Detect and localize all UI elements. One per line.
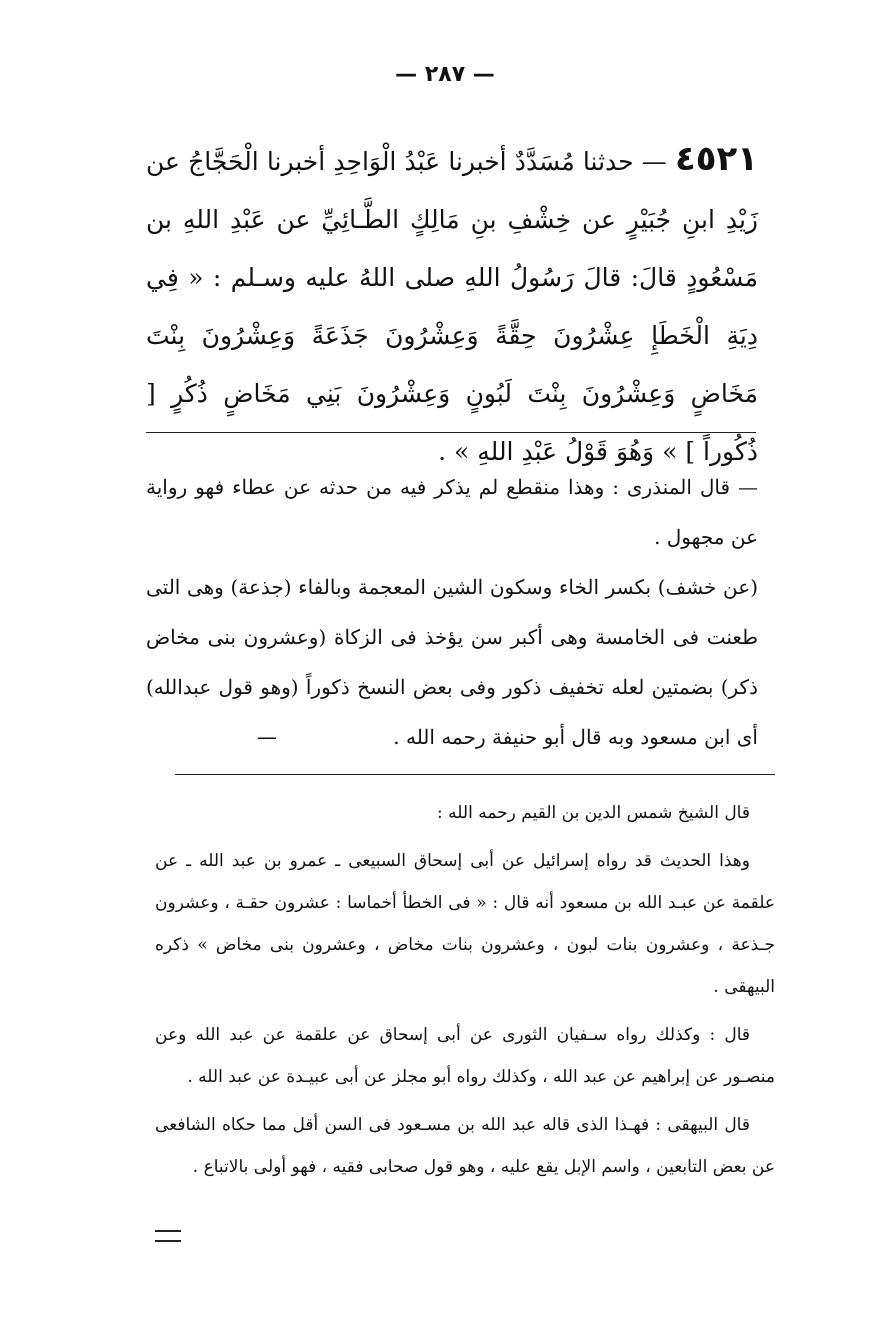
hadith-number: ٤٥٢١	[674, 139, 758, 179]
note-heading: قال الشيخ شمس الدين بن القيم رحمه الله :	[437, 803, 750, 823]
mundhiri-commentary	[146, 462, 758, 762]
note-paragraph: قال : وكذلك رواه سـفيان الثورى عن أبى إسحاق عن علقمة عن عبد الله وعن منصـور عن إبراهيم عن عبد الله ، وكذلك رواه أبو مجلز عن أبى عبيـدة عن عبد الله .	[155, 1025, 775, 1087]
commentary-glosses: (عن خشف) بكسر الخاء وسكون الشين المعجمة وبالفاء (جذعة) وهى التى طعنت فى الخامسة وهى أكبر سن يؤخذ فى الزكاة (وعشرون بنى مخاض ذكر) بضمتين لعله تخفيف ذكور وفى بعض النسخ ذكوراً (وهو قول عبدالله) أى ابن مسعود وبه قال أبو حنيفة رحمه الله .	[146, 575, 758, 749]
hadith-text	[146, 130, 758, 481]
ibn-qayyim-note	[155, 792, 775, 1194]
end-of-section-mark	[155, 1230, 181, 1242]
commentary-paragraph: — قال المنذرى : وهذا منقطع لم يذكر فيه من حدثه عن عطاء فهو رواية عن مجهول .	[146, 475, 758, 549]
page-number: — ٢٨٧ —	[395, 62, 495, 87]
separator-rule	[146, 432, 756, 433]
end-dash: —	[256, 725, 277, 749]
footnote-rule	[175, 774, 775, 775]
hadith-body: — حدثنا مُسَدَّدٌ أخبرنا عَبْدُ الْوَاحِدِ أخبرنا الْحَجَّاجُ عن زَيْدِ ابنِ جُبَيْرٍ عن خِشْفِ بنِ مَالِكٍ الطَّـائِيِّ عن عَبْدِ اللهِ بن مَسْعُودٍ قالَ: قالَ رَسُولُ اللهِ صلى اللهُ عليه وسـلم : « فِي دِيَةِ الْخَطَإِ عِشْرُونَ حِقَّةً وَعِشْرُونَ جَذَعَةً وَعِشْرُونَ بِنْتَ مَخَاضٍ وَعِشْرُونَ بِنْتَ لَبُونٍ وَعِشْرُونَ بَنِي مَخَاضٍ ذُكُرٍ [ ذُكُوراً ] » وَهُوَ قَوْلُ عَبْدِ اللهِ » .	[146, 147, 758, 466]
note-paragraph: وهذا الحديث قد رواه إسرائيل عن أبى إسحاق السبيعى ـ عمرو بن عبد الله ـ عن علقمة عن عبـد الله بن مسعود أنه قال : « فى الخطأ أخماسا : عشرون حقـة ، وعشرون جـذعة ، وعشرون بنات لبون ، وعشرون بنات مخاض ، وعشرون بنى مخاض » ذكره البيهقى .	[155, 851, 775, 997]
note-paragraph: قال البيهقى : فهـذا الذى قاله عبد الله بن مسـعود فى السن أقل مما حكاه الشافعى عن بعض التابعين ، واسم الإبل يقع عليه ، وهو قول صحابى فقيه ، فهو أولى بالاتباع .	[155, 1115, 775, 1177]
commentary-paragraph	[146, 562, 758, 762]
